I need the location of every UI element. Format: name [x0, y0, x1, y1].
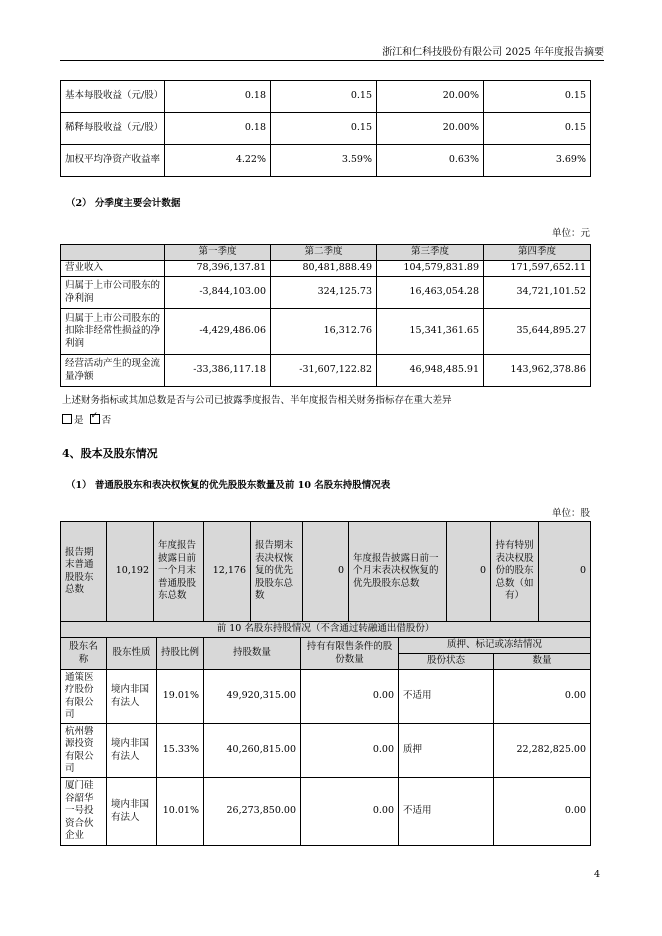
- cell: 46,948,485.91: [377, 355, 484, 387]
- table-row: [61, 670, 591, 724]
- page-number: 4: [593, 869, 600, 880]
- cell: 324,125.73: [271, 277, 377, 309]
- cell: 80,481,888.49: [271, 261, 377, 277]
- cell: 20.00%: [377, 81, 484, 113]
- table-row: [61, 145, 591, 177]
- cell: 35,644,895.27: [484, 309, 591, 355]
- holder-ratio: 15.33%: [157, 724, 204, 778]
- holder-ratio: 10.01%: [157, 778, 204, 846]
- option-no-label: 否: [101, 415, 112, 426]
- quarterly-table: [60, 244, 591, 387]
- cell: 0.18: [165, 81, 271, 113]
- holder-amount: 0.00: [494, 670, 591, 724]
- summary-value: 0: [303, 522, 349, 622]
- table-row: [61, 277, 591, 309]
- header-cell: 持有有限售条件的股份数量: [301, 638, 399, 670]
- header-title: 浙江和仁科技股份有限公司 2025 年年度报告摘要: [382, 47, 604, 58]
- cell: -4,429,486.06: [165, 309, 271, 355]
- header-cell: 第一季度: [165, 245, 271, 261]
- top10-title: 前 10 名股东持股情况（不含通过转融通出借股份）: [61, 622, 591, 638]
- cell: 4.22%: [165, 145, 271, 177]
- cell: 0.15: [271, 81, 377, 113]
- cell: 15,341,361.65: [377, 309, 484, 355]
- section4-heading: 4、股本及股东情况: [62, 447, 158, 460]
- section4-unit: 单位：股: [551, 508, 590, 519]
- row-label: 加权平均净资产收益率: [61, 145, 165, 177]
- holder-qty: 26,273,850.00: [204, 778, 301, 846]
- summary-label: 持有特别表决权股份的股东总数（如有）: [491, 522, 539, 622]
- top10-holders-table: [60, 621, 591, 846]
- holder-name: 杭州磐源投资有限公司: [61, 724, 107, 778]
- table-row: [61, 778, 591, 846]
- header-cell: 第二季度: [271, 245, 377, 261]
- summary-label: 年度报告披露日前一个月末表决权恢复的优先股股东总数: [349, 522, 447, 622]
- cell: 3.59%: [271, 145, 377, 177]
- holder-restricted: 0.00: [301, 724, 399, 778]
- table-row: [61, 261, 591, 277]
- quarter-unit: 单位：元: [551, 228, 590, 239]
- cell: 0.18: [165, 113, 271, 145]
- cell: 78,396,137.81: [165, 261, 271, 277]
- summary-label: 报告期末普通股股东总数: [61, 522, 107, 622]
- table-row: [61, 724, 591, 778]
- variance-options: [62, 412, 111, 426]
- holder-nature: 境内非国有法人: [107, 724, 157, 778]
- cell: 34,721,101.52: [484, 277, 591, 309]
- table-row: [61, 113, 591, 145]
- cell: -3,844,103.00: [165, 277, 271, 309]
- row-label: 基本每股收益（元/股）: [61, 81, 165, 113]
- section4-subheading: （1） 普通股股东和表决权恢复的优先股股东数量及前 10 名股东持股情况表: [66, 480, 391, 491]
- holder-status: 质押: [399, 724, 494, 778]
- holder-status: 不适用: [399, 778, 494, 846]
- holder-restricted: 0.00: [301, 670, 399, 724]
- summary-value: 0: [539, 522, 591, 622]
- top10-title-row: [61, 622, 591, 638]
- holder-nature: 境内非国有法人: [107, 670, 157, 724]
- header-cell: 质押、标记或冻结情况: [399, 638, 591, 654]
- summary-value: 12,176: [204, 522, 251, 622]
- header-cell: 第三季度: [377, 245, 484, 261]
- shareholder-summary-table: [60, 521, 591, 622]
- per-share-table: [60, 80, 591, 177]
- holder-status: 不适用: [399, 670, 494, 724]
- checkbox-no[interactable]: [90, 414, 100, 424]
- summary-label: 年度报告披露日前一个月末普通股股东总数: [154, 522, 204, 622]
- holder-amount: 0.00: [494, 778, 591, 846]
- quarter-heading: （2） 分季度主要会计数据: [66, 198, 181, 209]
- holder-nature: 境内非国有法人: [107, 778, 157, 846]
- holder-amount: 22,282,825.00: [494, 724, 591, 778]
- holder-name: 厦门硅谷韶华一号投资合伙企业: [61, 778, 107, 846]
- cell: 16,463,054.28: [377, 277, 484, 309]
- header-cell: 数量: [494, 654, 591, 670]
- cell: 0.15: [484, 81, 591, 113]
- header-cell: 持股数量: [204, 638, 301, 670]
- row-label: 归属于上市公司股东的净利润: [61, 277, 165, 309]
- summary-value: 0: [447, 522, 491, 622]
- table-row: [61, 81, 591, 113]
- cell: 16,312.76: [271, 309, 377, 355]
- holder-qty: 49,920,315.00: [204, 670, 301, 724]
- cell: -31,607,122.82: [271, 355, 377, 387]
- holder-ratio: 19.01%: [157, 670, 204, 724]
- page-header: [60, 40, 604, 61]
- row-label: 归属于上市公司股东的扣除非经常性损益的净利润: [61, 309, 165, 355]
- table-row: [61, 355, 591, 387]
- cell: 171,597,652.11: [484, 261, 591, 277]
- holder-name: 通策医疗股份有限公司: [61, 670, 107, 724]
- header-cell: 股东名称: [61, 638, 107, 670]
- holder-qty: 40,260,815.00: [204, 724, 301, 778]
- cell: 143,962,378.86: [484, 355, 591, 387]
- table-row: [61, 309, 591, 355]
- holder-restricted: 0.00: [301, 778, 399, 846]
- header-cell: 第四季度: [484, 245, 591, 261]
- cell: 3.69%: [484, 145, 591, 177]
- row-label: 经营活动产生的现金流量净额: [61, 355, 165, 387]
- table-header-row: [61, 245, 591, 261]
- header-cell: 股份状态: [399, 654, 494, 670]
- header-cell: 持股比例: [157, 638, 204, 670]
- cell: -33,386,117.18: [165, 355, 271, 387]
- cell: 0.63%: [377, 145, 484, 177]
- checkbox-yes[interactable]: [62, 414, 72, 424]
- table-header-row: [61, 638, 591, 654]
- cell: 104,579,831.89: [377, 261, 484, 277]
- variance-note: 上述财务指标或其加总数是否与公司已披露季度报告、半年度报告相关财务指标存在重大差异: [62, 395, 452, 406]
- header-cell: 股东性质: [107, 638, 157, 670]
- cell: 0.15: [271, 113, 377, 145]
- cell: 20.00%: [377, 113, 484, 145]
- cell: 0.15: [484, 113, 591, 145]
- row-label: 营业收入: [61, 261, 165, 277]
- row-label: 稀释每股收益（元/股）: [61, 113, 165, 145]
- header-cell: [61, 245, 165, 261]
- option-yes-label: 是: [74, 415, 84, 426]
- summary-value: 10,192: [107, 522, 154, 622]
- summary-row: [61, 522, 591, 622]
- summary-label: 报告期末表决权恢复的优先股股东总数: [251, 522, 303, 622]
